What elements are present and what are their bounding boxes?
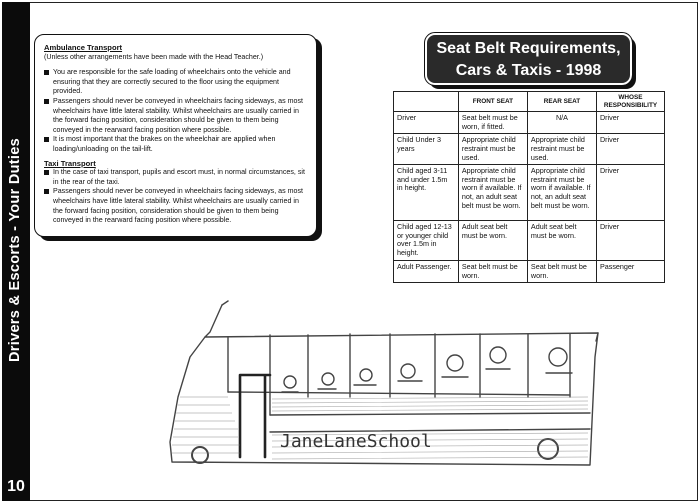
seatbelt-title-line-2: Cars & Taxis - 1998 (455, 62, 602, 79)
table-cell: N/A (527, 112, 596, 134)
table-header-cell: REAR SEAT (527, 92, 596, 112)
table-row (394, 112, 665, 134)
table-cell: Appropriate child restraint must be worn if available. If not, an adult seat belt must be worn. (527, 165, 596, 221)
table-cell: Adult Passenger. (394, 261, 459, 283)
table-cell: Driver (596, 221, 664, 261)
ambulance-panel (34, 34, 317, 237)
bus-side-text: JaneLaneSchool (280, 431, 432, 452)
bus-drawing (150, 297, 620, 472)
ambulance-bullet-2: Passengers should never be conveyed in wheelchairs facing sideways, as most wheelchairs have little lateral stability. Whilst wheelchairs are usually carried in the forward facing position, consideration should be given to them being conveyed in the rearward facing position where possible. (53, 96, 303, 134)
list-item (44, 187, 308, 225)
table-cell: Driver (596, 112, 664, 134)
bullet-square-icon (44, 137, 49, 142)
table-header-cell: WHOSE RESPONSIBILITY (596, 92, 664, 112)
seatbelt-table (393, 91, 665, 283)
page-number: 10 (7, 478, 25, 495)
seatbelt-title-line-1: Seat Belt Requirements, (436, 40, 621, 57)
table-cell: Driver (394, 112, 459, 134)
table-cell: Child aged 12-13 or younger child over 1.5m in height. (394, 221, 459, 261)
list-item (44, 97, 308, 135)
table-row (394, 261, 665, 283)
table-header-row (394, 92, 665, 112)
taxi-heading: Taxi Transport (44, 158, 96, 168)
table-row (394, 221, 665, 261)
table-header-cell: FRONT SEAT (458, 92, 527, 112)
ambulance-list (44, 68, 308, 154)
table-cell: Seat belt must be worn. (527, 261, 596, 283)
table-cell: Child Under 3 years (394, 134, 459, 165)
table-cell: Driver (596, 134, 664, 165)
table-row (394, 134, 665, 165)
table-cell: Seat belt must be worn. (458, 261, 527, 283)
seatbelt-title-block (425, 33, 632, 85)
bullet-square-icon (44, 189, 49, 194)
table-header-cell (394, 92, 459, 112)
table-cell: Appropriate child restraint must be used. (458, 134, 527, 165)
table-cell: Seat belt must be worn, if fitted. (458, 112, 527, 134)
list-item (44, 168, 308, 187)
table-cell: Driver (596, 165, 664, 221)
bullet-square-icon (44, 99, 49, 104)
list-item (44, 135, 308, 154)
ambulance-bullet-1: You are responsible for the safe loading of wheelchairs onto the vehicle and ensuring that they are correctly secured to the floor using the equipment provided. (53, 68, 291, 96)
taxi-list (44, 168, 308, 226)
side-title: Drivers & Escorts - Your Duties (7, 138, 23, 362)
ambulance-intro: (Unless other arrangements have been made with the Head Teacher.) (44, 52, 264, 61)
bullet-square-icon (44, 70, 49, 75)
table-cell: Child aged 3-11 and under 1.5m in height. (394, 165, 459, 221)
table-row (394, 165, 665, 221)
taxi-bullet-1: In the case of taxi transport, pupils and escort must, in normal circumstances, sit in the rear of the taxi. (53, 168, 305, 186)
table-cell: Adult seat belt must be worn. (458, 221, 527, 261)
table-cell: Appropriate child restraint must be used. (527, 134, 596, 165)
seatbelt-title (425, 33, 632, 85)
list-item (44, 68, 308, 97)
bullet-square-icon (44, 170, 49, 175)
table-cell: Passenger (596, 261, 664, 283)
table-cell: Adult seat belt must be worn. (527, 221, 596, 261)
ambulance-heading: Ambulance Transport (44, 43, 123, 52)
table-cell: Appropriate child restraint must be worn if available. If not, an adult seat belt must be worn. (458, 165, 527, 221)
taxi-bullet-2: Passengers should never be conveyed in wheelchairs facing sideways, as most wheelchairs have little lateral stability. Whilst wheelchairs are usually carried in the forward facing position, consideration should be given to them being conveyed in the rearward facing position where possible. (53, 187, 303, 225)
ambulance-bullet-3: It is most important that the brakes on the wheelchair are applied when loading/unloading on the tail-lift. (53, 135, 276, 153)
